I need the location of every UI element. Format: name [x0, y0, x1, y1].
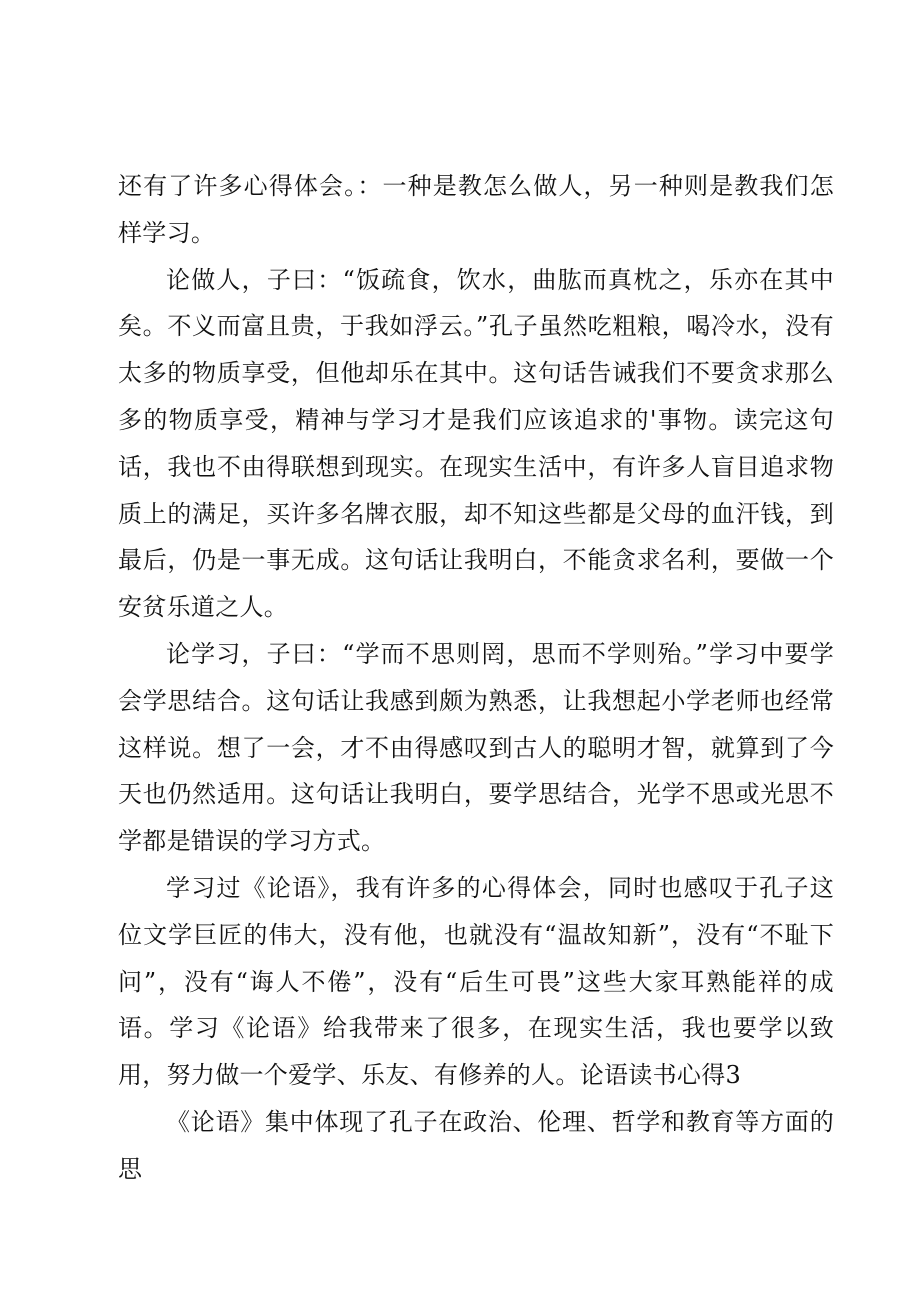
- paragraph-5: 《论语》集中体现了孔子在政治、伦理、哲学和教育等方面的思: [118, 1107, 834, 1183]
- paragraph-4: 学习过《论语》，我有许多的心得体会，同时也感叹于孔子这位文学巨匠的伟大，没有他，也就没有“温故知新”，没有“不耻下问”，没有“诲人不倦”，没有“后生可畏”这些大家耳熟能祥的成语。学习《论语》给我带来了很多，在现实生活，我也要学以致用，努力做一个爱学、乐友、有修养的人。论语读书心得3: [118, 873, 834, 1090]
- paragraph-2: 论做人，子曰：“饭疏食，饮水，曲肱而真枕之，乐亦在其中矣。不义而富且贵，于我如浮云。”孔子虽然吃粗粮，喝冷水，没有太多的物质享受，但他却乐在其中。这句话告诫我们不要贪求那么多的物质享受，精神与学习才是我们应该追求的'事物。读完这句话，我也不由得联想到现实。在现实生活中，有许多人盲目追求物质上的满足，买许多名牌衣服，却不知这些都是父母的血汗钱，到最后，仍是一事无成。这句话让我明白，不能贪求名利，要做一个安贫乐道之人。: [118, 265, 834, 622]
- document-body: [118, 163, 834, 1193]
- paragraph-1: 还有了许多心得体会。：一种是教怎么做人，另一种则是教我们怎样学习。: [118, 172, 834, 247]
- paragraph-3: 论学习，子曰：“学而不思则罔，思而不学则殆。”学习中要学会学思结合。这句话让我感到颇为熟悉，让我想起小学老师也经常这样说。想了一会，才不由得感叹到古人的聪明才智，就算到了今天也仍然适用。这句话让我明白，要学思结合，光学不思或光思不学都是错误的学习方式。: [118, 639, 834, 856]
